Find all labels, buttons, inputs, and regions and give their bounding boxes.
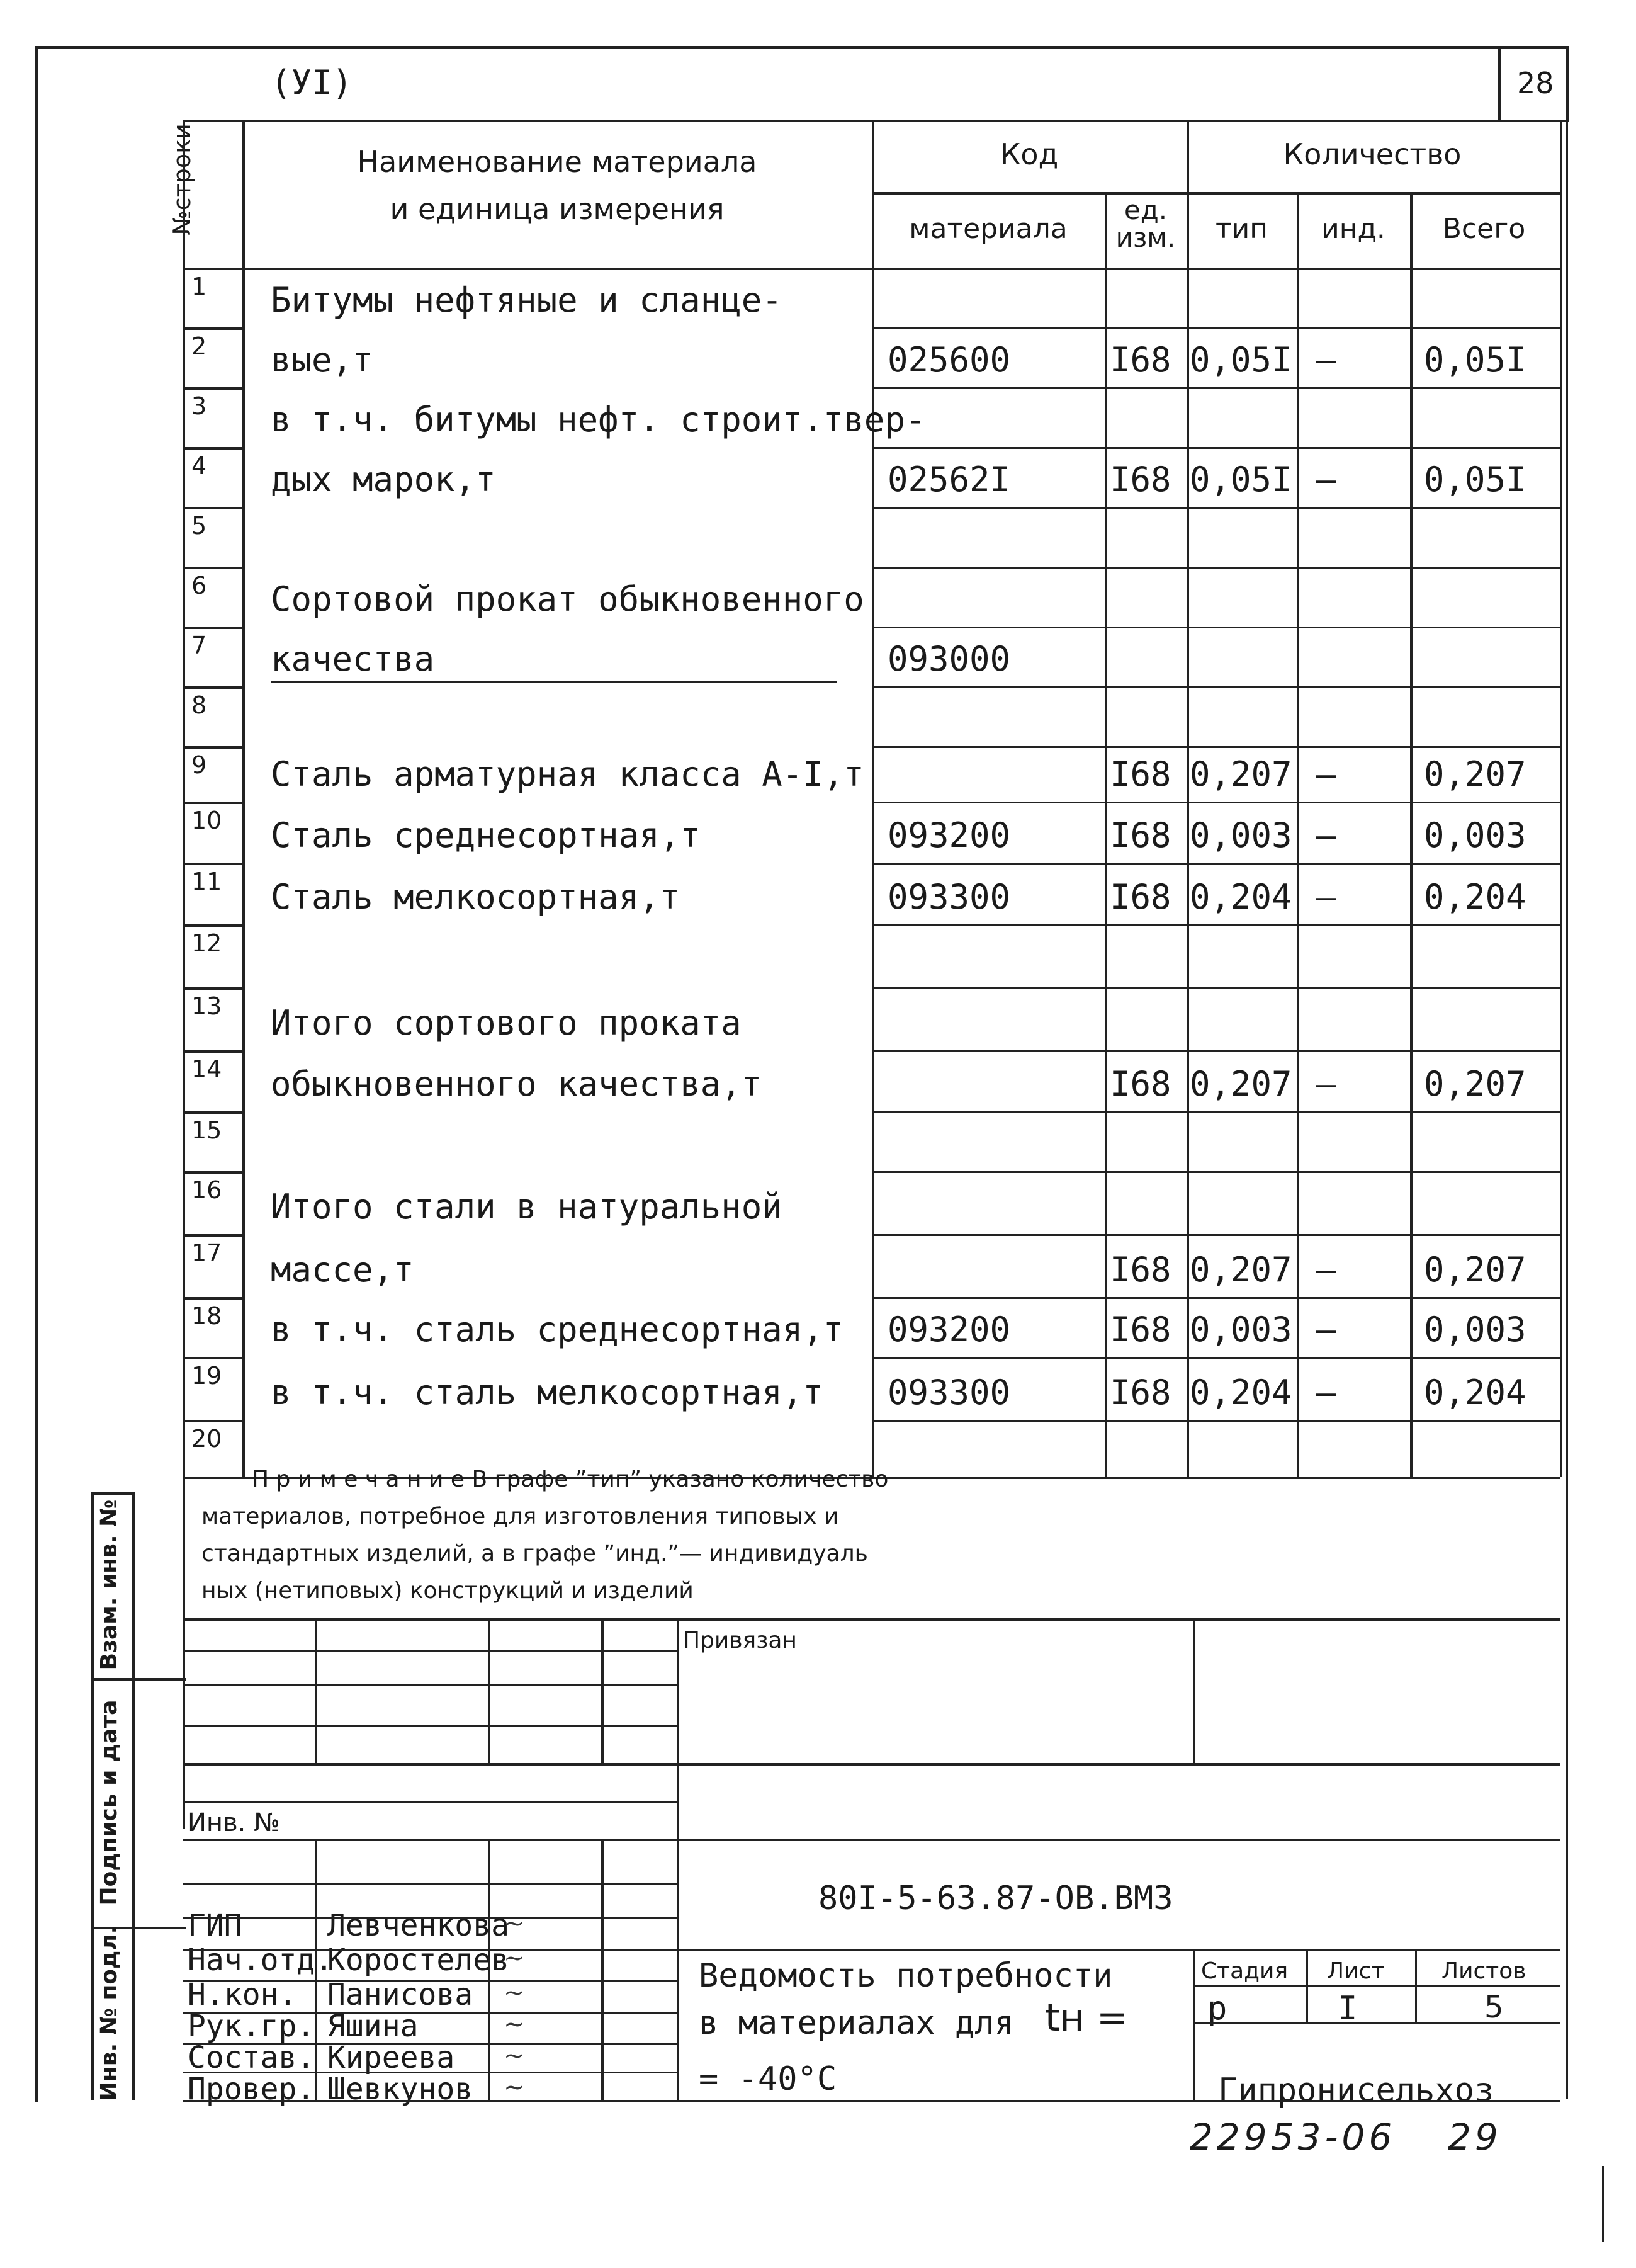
side-stamp-right: [132, 1492, 135, 2100]
footer-sheet-number: 29: [1448, 2116, 1502, 2158]
staff-name: Панисова: [327, 1977, 473, 2012]
row-number-line: [183, 863, 242, 865]
row-line: [872, 1111, 1560, 1113]
staff-name: Коростелев: [327, 1942, 509, 1978]
sheet-label: Лист: [1327, 1958, 1385, 1984]
row-line: [872, 987, 1560, 989]
sheets-label: Листов: [1441, 1958, 1526, 1984]
row-line: [872, 924, 1560, 926]
material-code: 093300: [888, 877, 1011, 917]
staff-role: Рук.гр.: [188, 2009, 315, 2044]
row-number: 10: [191, 807, 222, 834]
unit-code: I68: [1110, 1064, 1171, 1104]
tb-vl-775b: [488, 1839, 490, 2100]
table-right-border: [1560, 120, 1562, 1477]
row-number-line: [183, 1357, 242, 1359]
qty-type: 0,207: [1190, 1250, 1292, 1290]
row-number-line: [183, 327, 242, 330]
row-number-line: [183, 567, 242, 569]
row-line: [872, 863, 1560, 865]
row-number-line: [183, 447, 242, 450]
footer-right-mark: [1602, 2166, 1604, 2242]
unit-code: I68: [1110, 754, 1171, 794]
row-line: [872, 746, 1560, 748]
material-name: Сортовой прокат обыкновенного: [271, 579, 864, 619]
tb-vl-2248: [1415, 1949, 1417, 2022]
unit-header-line2: изм.: [1115, 222, 1176, 253]
tb-left-row-3: [183, 1801, 677, 1803]
row-number: 18: [191, 1302, 222, 1330]
tb-top-line: [183, 1618, 1560, 1621]
qty-ind: –: [1316, 754, 1336, 794]
qty-ind: –: [1316, 460, 1336, 499]
code-header: Код: [1000, 137, 1059, 171]
material-code: 093200: [888, 815, 1011, 855]
unit-code: I68: [1110, 815, 1171, 855]
material-code: 02562I: [888, 460, 1011, 499]
row-number-line: [183, 686, 242, 689]
signature: ~: [504, 2041, 525, 2070]
unit-code: I68: [1110, 1310, 1171, 1349]
qty-total: 0,204: [1424, 1373, 1526, 1412]
tb-vl-955b: [601, 1839, 604, 2100]
sheet-value: I: [1338, 1990, 1358, 2027]
row-line: [872, 1050, 1560, 1052]
title-line-2: в материалах для: [699, 2004, 1014, 2042]
label-inv-orig: Инв. № подл.: [96, 1925, 122, 2101]
row-number: 7: [191, 632, 207, 659]
signature: ~: [504, 1978, 525, 2007]
material-code: 093200: [888, 1310, 1011, 1349]
row-number: 19: [191, 1362, 222, 1390]
quantity-header: Количество: [1283, 137, 1462, 171]
row-number: 17: [191, 1239, 222, 1267]
material-name: Итого сортового проката: [271, 1003, 742, 1043]
row-number-line: [183, 1420, 242, 1422]
staff-role: ГИП: [188, 1908, 242, 1943]
tb-bottom-line: [183, 2100, 1560, 2102]
row-number: 11: [191, 868, 222, 895]
material-code: 025600: [888, 340, 1011, 380]
tb-stage-line-1: [1193, 1985, 1560, 1987]
qty-ind: –: [1316, 340, 1336, 380]
staff-name: Яшина: [327, 2009, 419, 2044]
row-number: 12: [191, 929, 222, 957]
col-line-unit: [1105, 192, 1107, 1477]
tb-vl-1895b: [1193, 1949, 1195, 2100]
unit-code: I68: [1110, 1250, 1171, 1290]
row-number: 20: [191, 1425, 222, 1453]
section-label: (УI): [271, 63, 353, 103]
name-header-line2: и единица измерения: [390, 192, 725, 226]
unit-code: I68: [1110, 877, 1171, 917]
tb-stage-line-2: [1193, 2022, 1560, 2024]
tb-vl-1075: [677, 1618, 679, 2100]
header-bottom-line: [183, 268, 1560, 270]
title-formula: tн =: [1045, 1996, 1129, 2040]
row-number: 3: [191, 392, 207, 420]
underline-quality: [271, 681, 837, 683]
row-number-line: [183, 1050, 242, 1053]
row-number-line: [183, 1171, 242, 1174]
row-number: 9: [191, 751, 207, 779]
row-number: 6: [191, 572, 207, 599]
row-number: 14: [191, 1055, 222, 1083]
material-name: Битумы нефтяные и сланце-: [271, 280, 782, 320]
material-name: Сталь среднесортная,т: [271, 815, 701, 855]
material-name: в т.ч. битумы нефт. строит.твер-: [271, 400, 926, 439]
material-name: дых марок,т: [271, 460, 496, 499]
qty-total: 0,207: [1424, 754, 1526, 794]
qty-type: 0,207: [1190, 1064, 1292, 1104]
note-line-2: материалов, потребное для изготовления типовых и: [201, 1504, 839, 1529]
page-number: 28: [1517, 66, 1554, 100]
name-header-line1: Наименование материала: [357, 145, 757, 179]
row-line: [872, 387, 1560, 389]
side-stamp-left: [91, 1492, 94, 2100]
title-line-3: = -40°С: [699, 2060, 837, 2098]
row-number: 2: [191, 332, 207, 360]
row-line: [872, 1297, 1560, 1299]
header-mid-line: [872, 192, 1560, 195]
signature: ~: [504, 2073, 525, 2102]
tb-vl-955a: [601, 1618, 604, 1763]
row-number: 4: [191, 452, 207, 480]
unit-code: I68: [1110, 1373, 1171, 1412]
qty-ind: –: [1316, 815, 1336, 855]
row-number-line: [183, 1297, 242, 1300]
row-number-line: [183, 746, 242, 749]
row-number: 8: [191, 691, 207, 719]
stage-value: р: [1207, 1990, 1227, 2027]
tb-vl-500a: [315, 1618, 317, 1763]
signature: ~: [504, 2010, 525, 2039]
qty-total: 0,207: [1424, 1250, 1526, 1290]
material-code: 093000: [888, 639, 1011, 679]
inv-no-label: Инв. №: [188, 1808, 280, 1837]
material-name: массе,т: [271, 1250, 414, 1290]
row-number-line: [183, 507, 242, 509]
sheets-value: 5: [1484, 1990, 1504, 2025]
col-line-ind: [1297, 192, 1299, 1477]
staff-name: Киреева: [327, 2040, 455, 2075]
qty-type: 0,003: [1190, 1310, 1292, 1349]
staff-role: Нач.отд.: [188, 1942, 334, 1978]
row-number-line: [183, 987, 242, 990]
col-line-type: [1187, 120, 1189, 1477]
col-line-total: [1410, 192, 1413, 1477]
label-inv-replace: Взам. инв. №: [96, 1499, 122, 1670]
stage-label: Стадия: [1201, 1958, 1289, 1984]
row-number-line: [183, 1234, 242, 1237]
unit-code: I68: [1110, 340, 1171, 380]
material-name: вые,т: [271, 340, 373, 380]
table-left-border: [183, 120, 185, 1829]
qty-ind: –: [1316, 1064, 1336, 1104]
qty-ind: –: [1316, 877, 1336, 917]
row-number: 15: [191, 1116, 222, 1144]
row-line: [872, 802, 1560, 803]
qty-total: 0,003: [1424, 1310, 1526, 1349]
qty-total: 0,207: [1424, 1064, 1526, 1104]
label-sign-date: Подпись и дата: [96, 1699, 122, 1906]
row-number-line: [183, 627, 242, 629]
unit-header-line1: ед.: [1124, 195, 1168, 225]
row-number-header: №строки: [168, 123, 196, 235]
qty-type: 0,05I: [1190, 460, 1292, 499]
row-number-line: [183, 924, 242, 927]
material-name: Сталь арматурная класса А-I,т: [271, 754, 864, 794]
row-number: 1: [191, 273, 207, 300]
ind-header: инд.: [1321, 213, 1385, 245]
signature: ~: [504, 1909, 525, 1938]
staff-name: Левченкова: [327, 1908, 509, 1943]
row-line: [872, 327, 1560, 329]
material-name: Итого стали в натуральной: [271, 1187, 782, 1227]
organization: Гипронисельхоз: [1218, 2072, 1494, 2109]
material-name: обыкновенного качества,т: [271, 1064, 762, 1104]
row-line: [872, 1171, 1560, 1173]
document-code: 80I-5-63.87-OB.BM3: [818, 1880, 1173, 1917]
staff-name: Шевкунов: [327, 2072, 473, 2107]
tb-line-2800: [183, 1763, 1560, 1766]
tb-vl-2075: [1306, 1949, 1308, 2022]
qty-type: 0,05I: [1190, 340, 1292, 380]
row-number: 5: [191, 512, 207, 540]
row-line: [872, 1357, 1560, 1359]
archive-number: 22953-06: [1190, 2116, 1396, 2158]
qty-total: 0,05I: [1424, 460, 1526, 499]
row-line: [872, 507, 1560, 509]
qty-type: 0,204: [1190, 877, 1292, 917]
qty-type: 0,204: [1190, 1373, 1292, 1412]
row-number-line: [183, 802, 242, 804]
qty-total: 0,05I: [1424, 340, 1526, 380]
col-line-code: [872, 120, 874, 1477]
staff-role: Н.кон.: [188, 1977, 297, 2012]
qty-type: 0,003: [1190, 815, 1292, 855]
row-line: [872, 1234, 1560, 1236]
row-number: 16: [191, 1176, 222, 1204]
material-name: в т.ч. сталь мелкосортная,т: [271, 1373, 823, 1412]
qty-ind: –: [1316, 1373, 1336, 1412]
material-name: в т.ч. сталь среднесортная,т: [271, 1310, 844, 1349]
row-line: [872, 1420, 1560, 1422]
total-header: Всего: [1442, 213, 1526, 245]
tb-vl-775a: [488, 1618, 490, 1763]
material-name: Сталь мелкосортная,т: [271, 877, 680, 917]
note-line-1: П р и м е ч а н и е В графе ”тип” указано количество: [252, 1466, 889, 1492]
col-line-name: [242, 120, 245, 1477]
tb-vl-500b: [315, 1839, 317, 2100]
staff-role: Провер.: [188, 2072, 315, 2107]
staff-role: Состав.: [188, 2040, 315, 2075]
row-line: [872, 686, 1560, 688]
tb-line-2920: [183, 1839, 1560, 1841]
note-line-4: ных (нетиповых) конструкций и изделий: [201, 1578, 694, 1604]
row-line: [872, 447, 1560, 449]
qty-ind: –: [1316, 1250, 1336, 1290]
material-code-header: материала: [909, 213, 1068, 245]
note-line-3: стандартных изделий, а в графе ”инд.”— индивидуаль: [201, 1541, 868, 1567]
unit-code: I68: [1110, 460, 1171, 499]
qty-type: 0,207: [1190, 754, 1292, 794]
row-line: [872, 627, 1560, 628]
title-line-1: Ведомость потребности: [699, 1957, 1113, 1995]
row-line: [872, 567, 1560, 569]
row-number-line: [183, 1111, 242, 1114]
linked-label: Привязан: [683, 1628, 797, 1653]
tb-line-3095: [183, 1949, 1560, 1951]
row-number: 13: [191, 992, 222, 1020]
qty-total: 0,003: [1424, 815, 1526, 855]
tb-vl-1895a: [1193, 1618, 1195, 1763]
row-number-line: [183, 387, 242, 390]
qty-ind: –: [1316, 1310, 1336, 1349]
qty-total: 0,204: [1424, 877, 1526, 917]
material-name: качества: [271, 639, 435, 679]
material-code: 093300: [888, 1373, 1011, 1412]
type-header: тип: [1216, 213, 1268, 245]
signature: ~: [504, 1944, 525, 1973]
